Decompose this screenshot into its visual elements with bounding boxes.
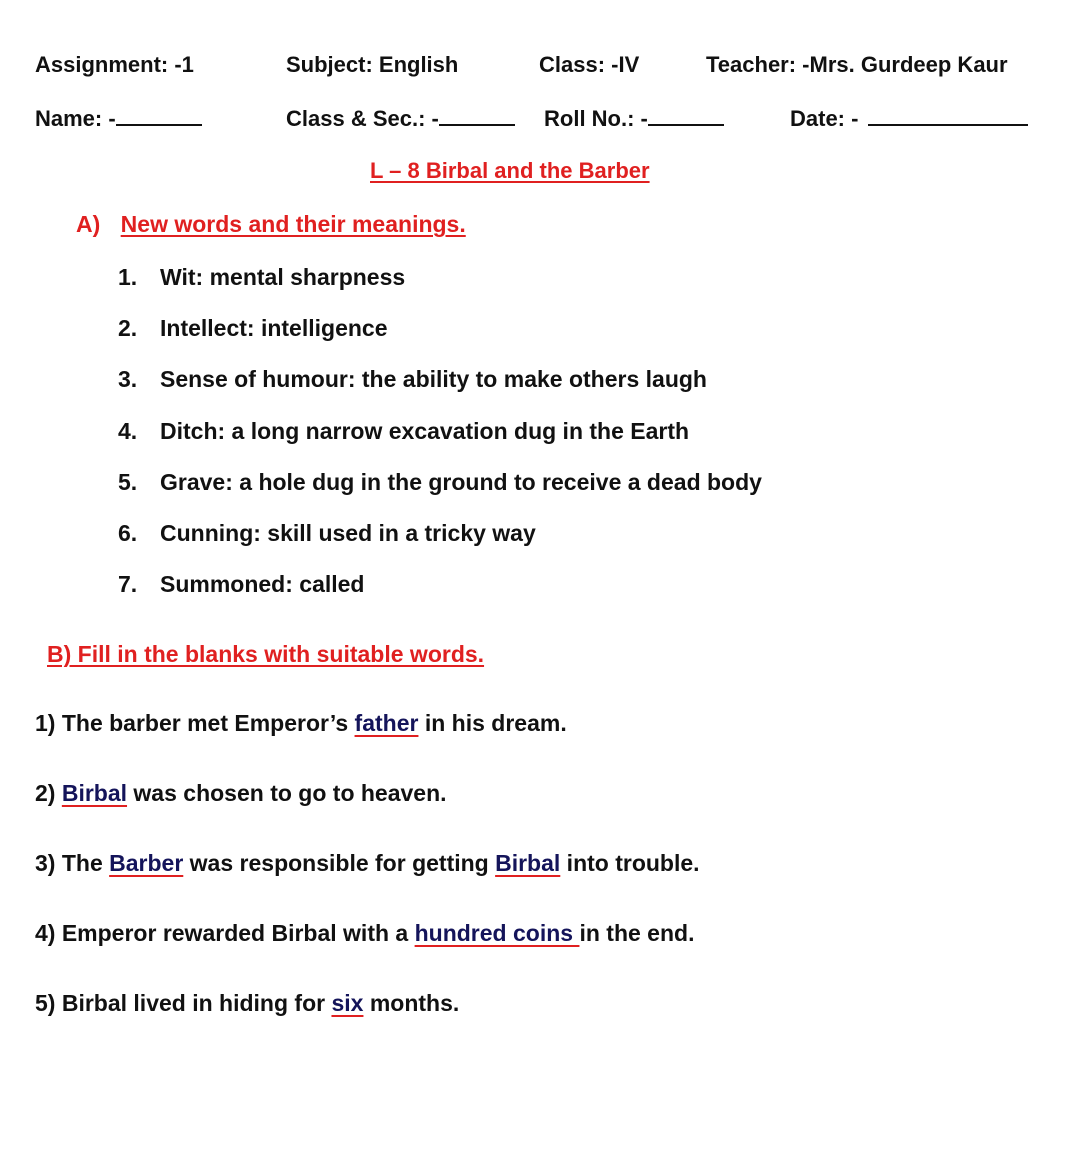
class-label: Class: -IV <box>539 52 640 77</box>
fill-blanks-list <box>35 706 700 1056</box>
answer-text: hundred coins <box>414 920 580 946</box>
list-item: 2. Intellect: intelligence <box>118 315 388 342</box>
class-sec-blank[interactable] <box>439 106 515 126</box>
assignment-label: Assignment: -1 <box>35 52 194 77</box>
name-field <box>35 106 202 132</box>
date-blank[interactable] <box>868 106 1028 126</box>
list-item: 2) Birbal was chosen to go to heaven. <box>35 780 447 806</box>
list-item: 5. Grave: a hole dug in the ground to receive a dead body <box>118 468 762 495</box>
answer-text: Birbal <box>495 850 561 876</box>
name-blank[interactable] <box>116 106 202 126</box>
list-item: 7. Summoned: called <box>118 571 365 598</box>
list-item: 4) Emperor rewarded Birbal with a hundred coins in the end. <box>35 920 695 946</box>
name-label: Name: - <box>35 106 116 131</box>
class-sec-label: Class & Sec.: - <box>286 106 439 131</box>
word-meaning-list <box>118 262 762 620</box>
lesson-title: L – 8 Birbal and the Barber <box>370 158 650 183</box>
list-item: 1. Wit: mental sharpness <box>118 264 406 290</box>
answer-text: Barber <box>109 850 184 876</box>
list-item: 3) The Barber was responsible for getting Birbal into trouble. <box>35 850 700 876</box>
class-sec-field <box>286 106 515 132</box>
teacher-label: Teacher: -Mrs. Gurdeep Kaur <box>706 52 1008 77</box>
section-a-heading <box>76 211 466 238</box>
list-item: 1) The barber met Emperor’s father in his dream. <box>35 710 567 736</box>
list-item: 5) Birbal lived in hiding for six months. <box>35 990 460 1016</box>
section-a-title: New words and their meanings. <box>120 211 466 237</box>
subject-label: Subject: English <box>286 52 459 77</box>
roll-field <box>544 106 724 132</box>
list-item: 3. Sense of humour: the ability to make others laugh <box>118 366 707 393</box>
answer-text: father <box>354 710 419 736</box>
date-field <box>790 106 1028 132</box>
answer-text: six <box>331 990 364 1016</box>
date-label: Date: - <box>790 106 859 131</box>
section-a-marker: A) <box>76 211 101 237</box>
section-b-heading: B) Fill in the blanks with suitable words. <box>47 641 485 667</box>
roll-label: Roll No.: - <box>544 106 648 131</box>
answer-text: Birbal <box>61 780 128 806</box>
list-item: 4. Ditch: a long narrow excavation dug in the Earth <box>118 417 690 444</box>
roll-blank[interactable] <box>648 106 724 126</box>
list-item: 6. Cunning: skill used in a tricky way <box>118 519 536 546</box>
